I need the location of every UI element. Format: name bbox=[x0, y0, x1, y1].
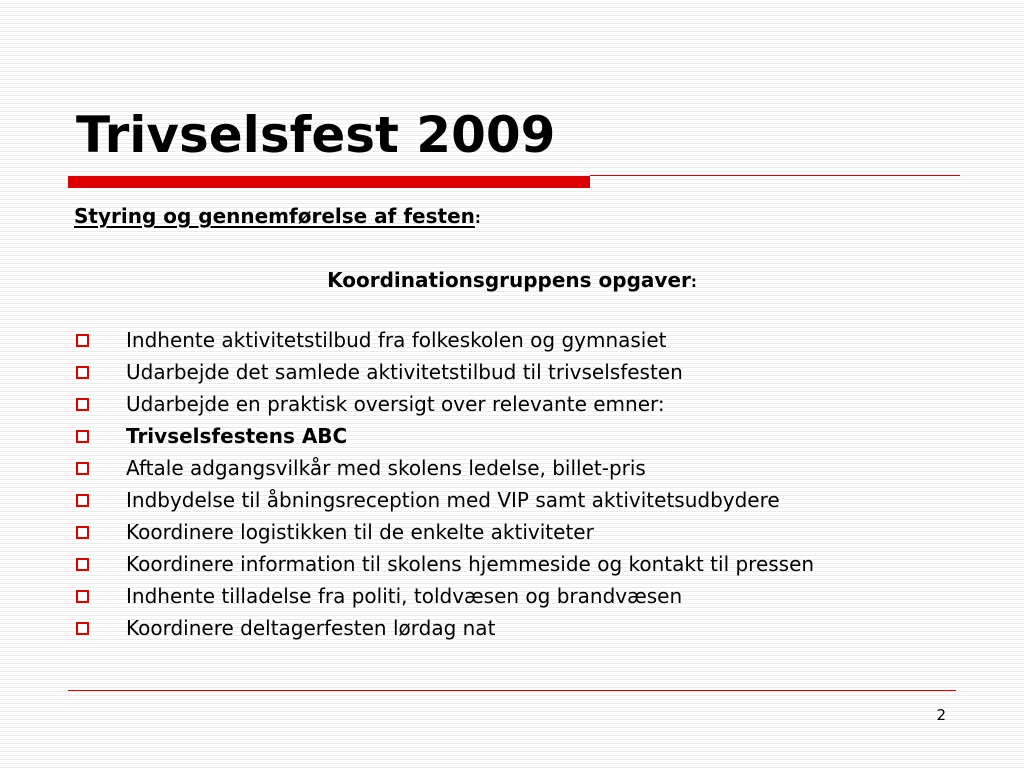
list-item bbox=[76, 552, 976, 576]
square-bullet-icon bbox=[76, 526, 89, 539]
subtitle-text: Styring og gennemførelse af festen bbox=[74, 204, 475, 228]
list-item-text: Koordinere information til skolens hjemmeside og kontakt til pressen bbox=[126, 552, 815, 576]
title-underline-thin bbox=[590, 175, 960, 176]
list-item bbox=[76, 392, 976, 416]
square-bullet-icon bbox=[76, 558, 89, 571]
list-item-text: Aftale adgangsvilkår med skolens ledelse, billet-pris bbox=[126, 456, 646, 480]
list-item bbox=[76, 488, 976, 512]
page-number: 2 bbox=[936, 706, 946, 724]
list-item bbox=[76, 424, 976, 448]
list-item-text: Trivselsfestens ABC bbox=[126, 424, 348, 448]
list-item-text: Koordinere logistikken til de enkelte aktiviteter bbox=[126, 520, 594, 544]
section-heading-text: Koordinationsgruppens opgaver bbox=[327, 268, 691, 292]
list-item-text: Udarbejde en praktisk oversigt over relevante emner: bbox=[126, 392, 665, 416]
square-bullet-icon bbox=[76, 398, 89, 411]
list-item-text: Indbydelse til åbningsreception med VIP samt aktivitetsudbydere bbox=[126, 488, 780, 512]
list-item-text: Indhente aktivitetstilbud fra folkeskolen og gymnasiet bbox=[126, 328, 667, 352]
square-bullet-icon bbox=[76, 334, 89, 347]
section-heading-colon: : bbox=[690, 273, 697, 291]
section-heading bbox=[0, 265, 1024, 297]
list-item bbox=[76, 520, 976, 544]
list-item bbox=[76, 360, 976, 384]
title-underline-thick bbox=[68, 176, 590, 188]
square-bullet-icon bbox=[76, 430, 89, 443]
square-bullet-icon bbox=[76, 494, 89, 507]
footer-divider bbox=[68, 690, 956, 691]
square-bullet-icon bbox=[76, 590, 89, 603]
slide-title: Trivselsfest 2009 bbox=[76, 106, 556, 164]
list-item-text: Udarbejde det samlede aktivitetstilbud til trivselsfesten bbox=[126, 360, 683, 384]
square-bullet-icon bbox=[76, 366, 89, 379]
list-item bbox=[76, 328, 976, 352]
list-item bbox=[76, 456, 976, 480]
subtitle bbox=[74, 201, 481, 233]
square-bullet-icon bbox=[76, 622, 89, 635]
task-list bbox=[76, 328, 976, 648]
list-item bbox=[76, 584, 976, 608]
list-item-text: Indhente tilladelse fra politi, toldvæsen og brandvæsen bbox=[126, 584, 683, 608]
list-item-text: Koordinere deltagerfesten lørdag nat bbox=[126, 616, 496, 640]
square-bullet-icon bbox=[76, 462, 89, 475]
list-item bbox=[76, 616, 976, 640]
subtitle-colon: : bbox=[474, 209, 481, 227]
